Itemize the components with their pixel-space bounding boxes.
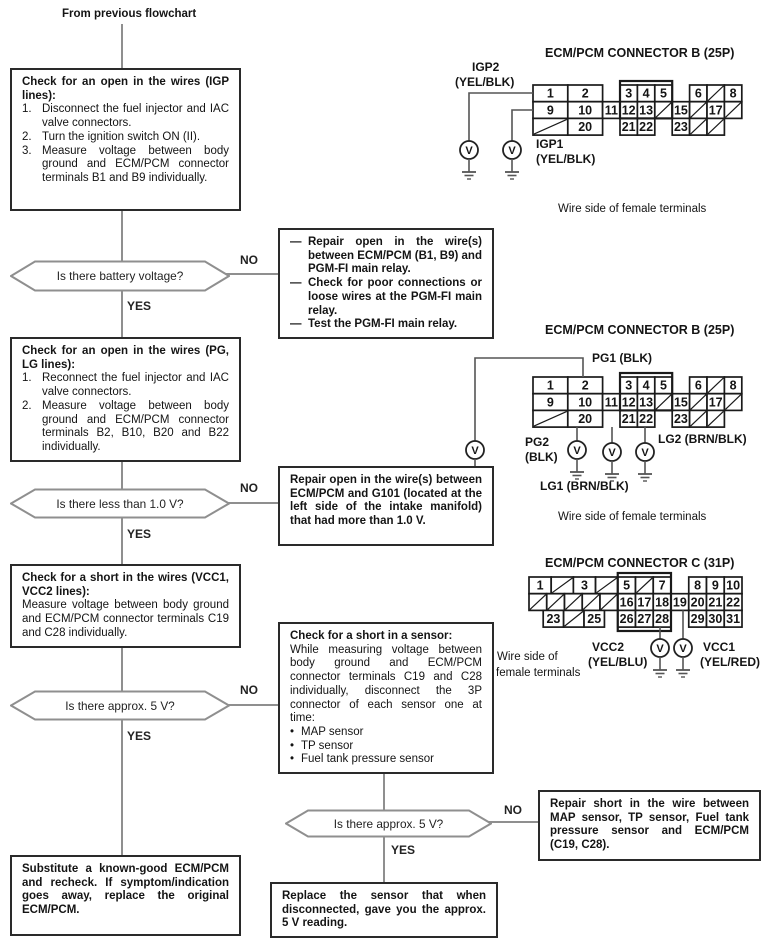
bullet-marker: • <box>290 725 295 738</box>
test-probe-wire <box>512 110 533 141</box>
repair-sensor-wire-box <box>538 790 761 861</box>
box-title: Check for an open in the wires (PG, LG lines): <box>22 345 229 371</box>
test-probe-wire <box>469 93 533 141</box>
item-number: 2. <box>22 399 32 412</box>
decision-question: Is there approx. 5 V? <box>333 816 444 831</box>
terminal-number: 4 <box>642 86 650 101</box>
list-item <box>290 277 482 318</box>
terminal-number: 3 <box>580 578 588 593</box>
box-text: Measure voltage between body ground and ECM/PCM connector terminals C19 and C28 individually. <box>22 599 229 639</box>
less-than-1v-decision <box>10 488 230 519</box>
voltmeter-letter: V <box>608 447 616 459</box>
wire-label: IGP1 <box>536 137 564 151</box>
item-number: 2. <box>22 130 32 143</box>
wire-label: PG2 <box>525 435 550 449</box>
terminal-number: 12 <box>621 395 636 410</box>
terminal-number: 20 <box>578 412 593 427</box>
check-igp-open-box <box>10 68 241 211</box>
bullet-item <box>290 740 482 754</box>
list-item <box>22 372 229 399</box>
terminal-number: 17 <box>708 395 723 410</box>
terminal-number: 23 <box>673 120 688 135</box>
list-item <box>22 145 229 186</box>
terminal-number: 4 <box>642 378 650 393</box>
item-text: Disconnect the fuel injector and IAC valve connectors. <box>42 103 229 130</box>
wire-side-note: Wire side of <box>497 651 558 663</box>
terminal-number: 10 <box>726 578 741 593</box>
terminal-number: 3 <box>625 378 633 393</box>
box-title: Check for a short in a sensor: <box>290 630 453 642</box>
item-number: 1. <box>22 372 32 385</box>
flow-line-d4-yes <box>383 830 385 886</box>
wire-side-note: Wire side of female terminals <box>558 511 707 523</box>
terminal-number: 21 <box>621 412 636 427</box>
from-previous-flowchart-label: From previous flowchart <box>62 8 197 20</box>
item-text: Test the PGM-FI main relay. <box>308 318 458 331</box>
voltmeter-letter: V <box>465 145 473 157</box>
terminal-number: 10 <box>578 103 593 118</box>
terminal-number: 23 <box>673 412 688 427</box>
terminal-number: 31 <box>726 612 741 627</box>
terminal-number: 17 <box>708 103 723 118</box>
terminal-number: 12 <box>621 103 636 118</box>
terminal-number: 13 <box>639 395 654 410</box>
item-text: Measure voltage between body ground and ECM/PCM connector terminals B2, B10, B20 and B22 individually. <box>42 399 229 453</box>
no-label: NO <box>504 803 522 817</box>
terminal-number: 8 <box>729 378 737 393</box>
yes-label: YES <box>127 527 152 541</box>
terminal-number: 1 <box>546 378 554 393</box>
wire-label: (YEL/RED) <box>700 655 760 669</box>
flow-line-d3-no <box>222 704 286 706</box>
ecm-pcm-connector-b-igp-diagram <box>440 38 766 225</box>
voltmeter-letter: V <box>679 643 687 655</box>
wire-label: IGP2 <box>472 60 500 74</box>
flow-line-d1-no <box>222 273 286 275</box>
bullet-marker: • <box>290 753 295 766</box>
dash-marker: — <box>290 318 302 331</box>
voltmeter-letter: V <box>471 445 479 457</box>
terminal-number: 16 <box>619 595 634 610</box>
box-title: Check for a short in the wires (VCC1, VCC2 lines): <box>22 572 229 598</box>
terminal-number: 29 <box>690 612 705 627</box>
box-text: While measuring voltage between body ground and ECM/PCM connector terminals C19 and C28 individually, disconnect the 3P connector of each sensor one at time: <box>290 643 482 725</box>
terminal-number: 28 <box>655 612 670 627</box>
yes-label: YES <box>391 843 416 857</box>
terminal-number: 20 <box>578 120 593 135</box>
terminal-number: 5 <box>623 578 631 593</box>
item-text: Check for poor connections or loose wires at the PGM-FI main relay. <box>308 277 482 317</box>
list-item <box>22 103 229 130</box>
terminal-number: 27 <box>637 612 652 627</box>
wire-label: (BLK) <box>525 450 558 464</box>
replace-sensor-box <box>270 882 498 938</box>
wire-side-note: female terminals <box>496 667 581 679</box>
connector-title: ECM/PCM CONNECTOR B (25P) <box>545 46 735 60</box>
item-text: Reconnect the fuel injector and IAC valve connectors. <box>42 372 229 399</box>
voltmeter-letter: V <box>656 643 664 655</box>
terminal-number: 22 <box>639 120 654 135</box>
yes-label: YES <box>127 729 152 743</box>
check-pg-lg-open-box <box>10 337 241 462</box>
box-text: Replace the sensor that when disconnected, gave you the approx. 5 V reading. <box>282 890 486 930</box>
terminal-number: 17 <box>637 595 652 610</box>
bullet-item <box>290 726 482 740</box>
terminal-number: 26 <box>619 612 634 627</box>
connector-title: ECM/PCM CONNECTOR B (25P) <box>545 323 735 337</box>
no-label: NO <box>240 683 258 697</box>
terminal-number: 23 <box>546 612 561 627</box>
wire-label: LG2 (BRN/BLK) <box>658 432 747 446</box>
yes-label: YES <box>127 299 152 313</box>
list-item <box>290 236 482 277</box>
terminal-number: 22 <box>726 595 741 610</box>
wire-label: VCC1 <box>703 640 736 654</box>
bullet-marker: • <box>290 739 295 752</box>
bullet-item <box>290 753 482 767</box>
terminal-number: 22 <box>639 412 654 427</box>
box-text: Repair open in the wire(s) between ECM/PCM and G101 (located at the left side of the intake manifold) that had more than 1.0 V. <box>290 474 482 528</box>
wire-label: PG1 (BLK) <box>592 351 652 365</box>
terminal-number: 9 <box>711 578 719 593</box>
terminal-number: 20 <box>690 595 705 610</box>
terminal-number: 21 <box>621 120 636 135</box>
terminal-number: 8 <box>694 578 702 593</box>
terminal-number: 11 <box>604 395 618 410</box>
item-text: Repair open in the wire(s) between ECM/PCM (B1, B9) and PGM-FI main relay. <box>308 236 482 276</box>
terminal-number: 10 <box>578 395 593 410</box>
terminal-number: 6 <box>694 378 702 393</box>
item-number: 1. <box>22 103 32 116</box>
terminal-number: 9 <box>546 395 554 410</box>
item-number: 3. <box>22 144 32 157</box>
terminal-number: 7 <box>658 578 666 593</box>
terminal-number: 5 <box>660 86 667 101</box>
voltmeter-letter: V <box>508 145 516 157</box>
voltmeter-letter: V <box>573 445 581 457</box>
wire-label: (YEL/BLK) <box>536 152 596 166</box>
dash-marker: — <box>290 277 302 290</box>
wire-label: VCC2 <box>592 640 625 654</box>
terminal-number: 3 <box>625 86 633 101</box>
terminal-number: 19 <box>672 595 687 610</box>
terminal-number: 30 <box>708 612 723 627</box>
terminal-number: 15 <box>673 395 688 410</box>
terminal-number: 5 <box>660 378 667 393</box>
item-text: TP sensor <box>301 739 354 752</box>
item-text: Turn the ignition switch ON (II). <box>42 130 201 143</box>
decision-question: Is there less than 1.0 V? <box>56 496 184 511</box>
flow-line-d1-yes <box>121 284 123 345</box>
approx-5v-decision-2 <box>285 809 492 838</box>
terminal-number: 21 <box>708 595 723 610</box>
terminal-number: 11 <box>604 103 618 118</box>
decision-question: Is there approx. 5 V? <box>65 698 175 713</box>
repair-g101-box <box>278 466 494 546</box>
terminal-number: 8 <box>729 86 737 101</box>
box-title: Check for an open in the wires (IGP lines): <box>22 76 229 102</box>
repair-relay-wires-box <box>278 228 494 339</box>
terminal-number: 2 <box>581 378 589 393</box>
battery-voltage-decision <box>10 260 230 292</box>
no-label: NO <box>240 481 258 495</box>
connector-title: ECM/PCM CONNECTOR C (31P) <box>545 556 735 570</box>
list-item <box>22 400 229 455</box>
terminal-number: 2 <box>581 86 589 101</box>
substitute-ecm-box <box>10 855 241 936</box>
terminal-number: 1 <box>536 578 544 593</box>
list-item <box>290 318 482 332</box>
voltmeter-letter: V <box>641 447 649 459</box>
item-text: Measure voltage between body ground and ECM/PCM connector terminals B1 and B9 individually. <box>42 144 229 184</box>
check-vcc-short-box <box>10 564 241 648</box>
flow-line-d4-no <box>484 821 546 823</box>
wire-label: LG1 (BRN/BLK) <box>540 479 629 493</box>
box-text: Substitute a known-good ECM/PCM and recheck. If symptom/indication goes away, replace the original ECM/PCM. <box>22 863 229 917</box>
no-label: NO <box>240 253 258 267</box>
terminal-number: 1 <box>546 86 554 101</box>
terminal-number: 25 <box>587 612 602 627</box>
terminal-number: 18 <box>655 595 670 610</box>
flow-line-box1-d1 <box>121 203 123 268</box>
dash-marker: — <box>290 236 302 248</box>
terminal-number: 9 <box>546 103 554 118</box>
item-text: MAP sensor <box>301 725 364 738</box>
wire-label: (YEL/BLU) <box>588 655 648 669</box>
list-item <box>22 131 229 145</box>
item-text: Fuel tank pressure sensor <box>301 753 434 766</box>
terminal-number: 13 <box>639 103 654 118</box>
terminal-number: 6 <box>694 86 702 101</box>
flow-line-d3-yes <box>121 716 123 863</box>
box-text: Repair short in the wire between MAP sensor, TP sensor, Fuel tank pressure sensor and ECM/PCM (C19, C28). <box>550 798 749 852</box>
approx-5v-decision-1 <box>10 690 230 721</box>
wire-side-note: Wire side of female terminals <box>558 203 707 215</box>
flow-line-d2-no <box>222 502 286 504</box>
check-sensor-short-box <box>278 622 494 774</box>
wire-label: (YEL/BLK) <box>455 75 515 89</box>
terminal-number: 15 <box>673 103 688 118</box>
decision-question: Is there battery voltage? <box>56 269 184 283</box>
